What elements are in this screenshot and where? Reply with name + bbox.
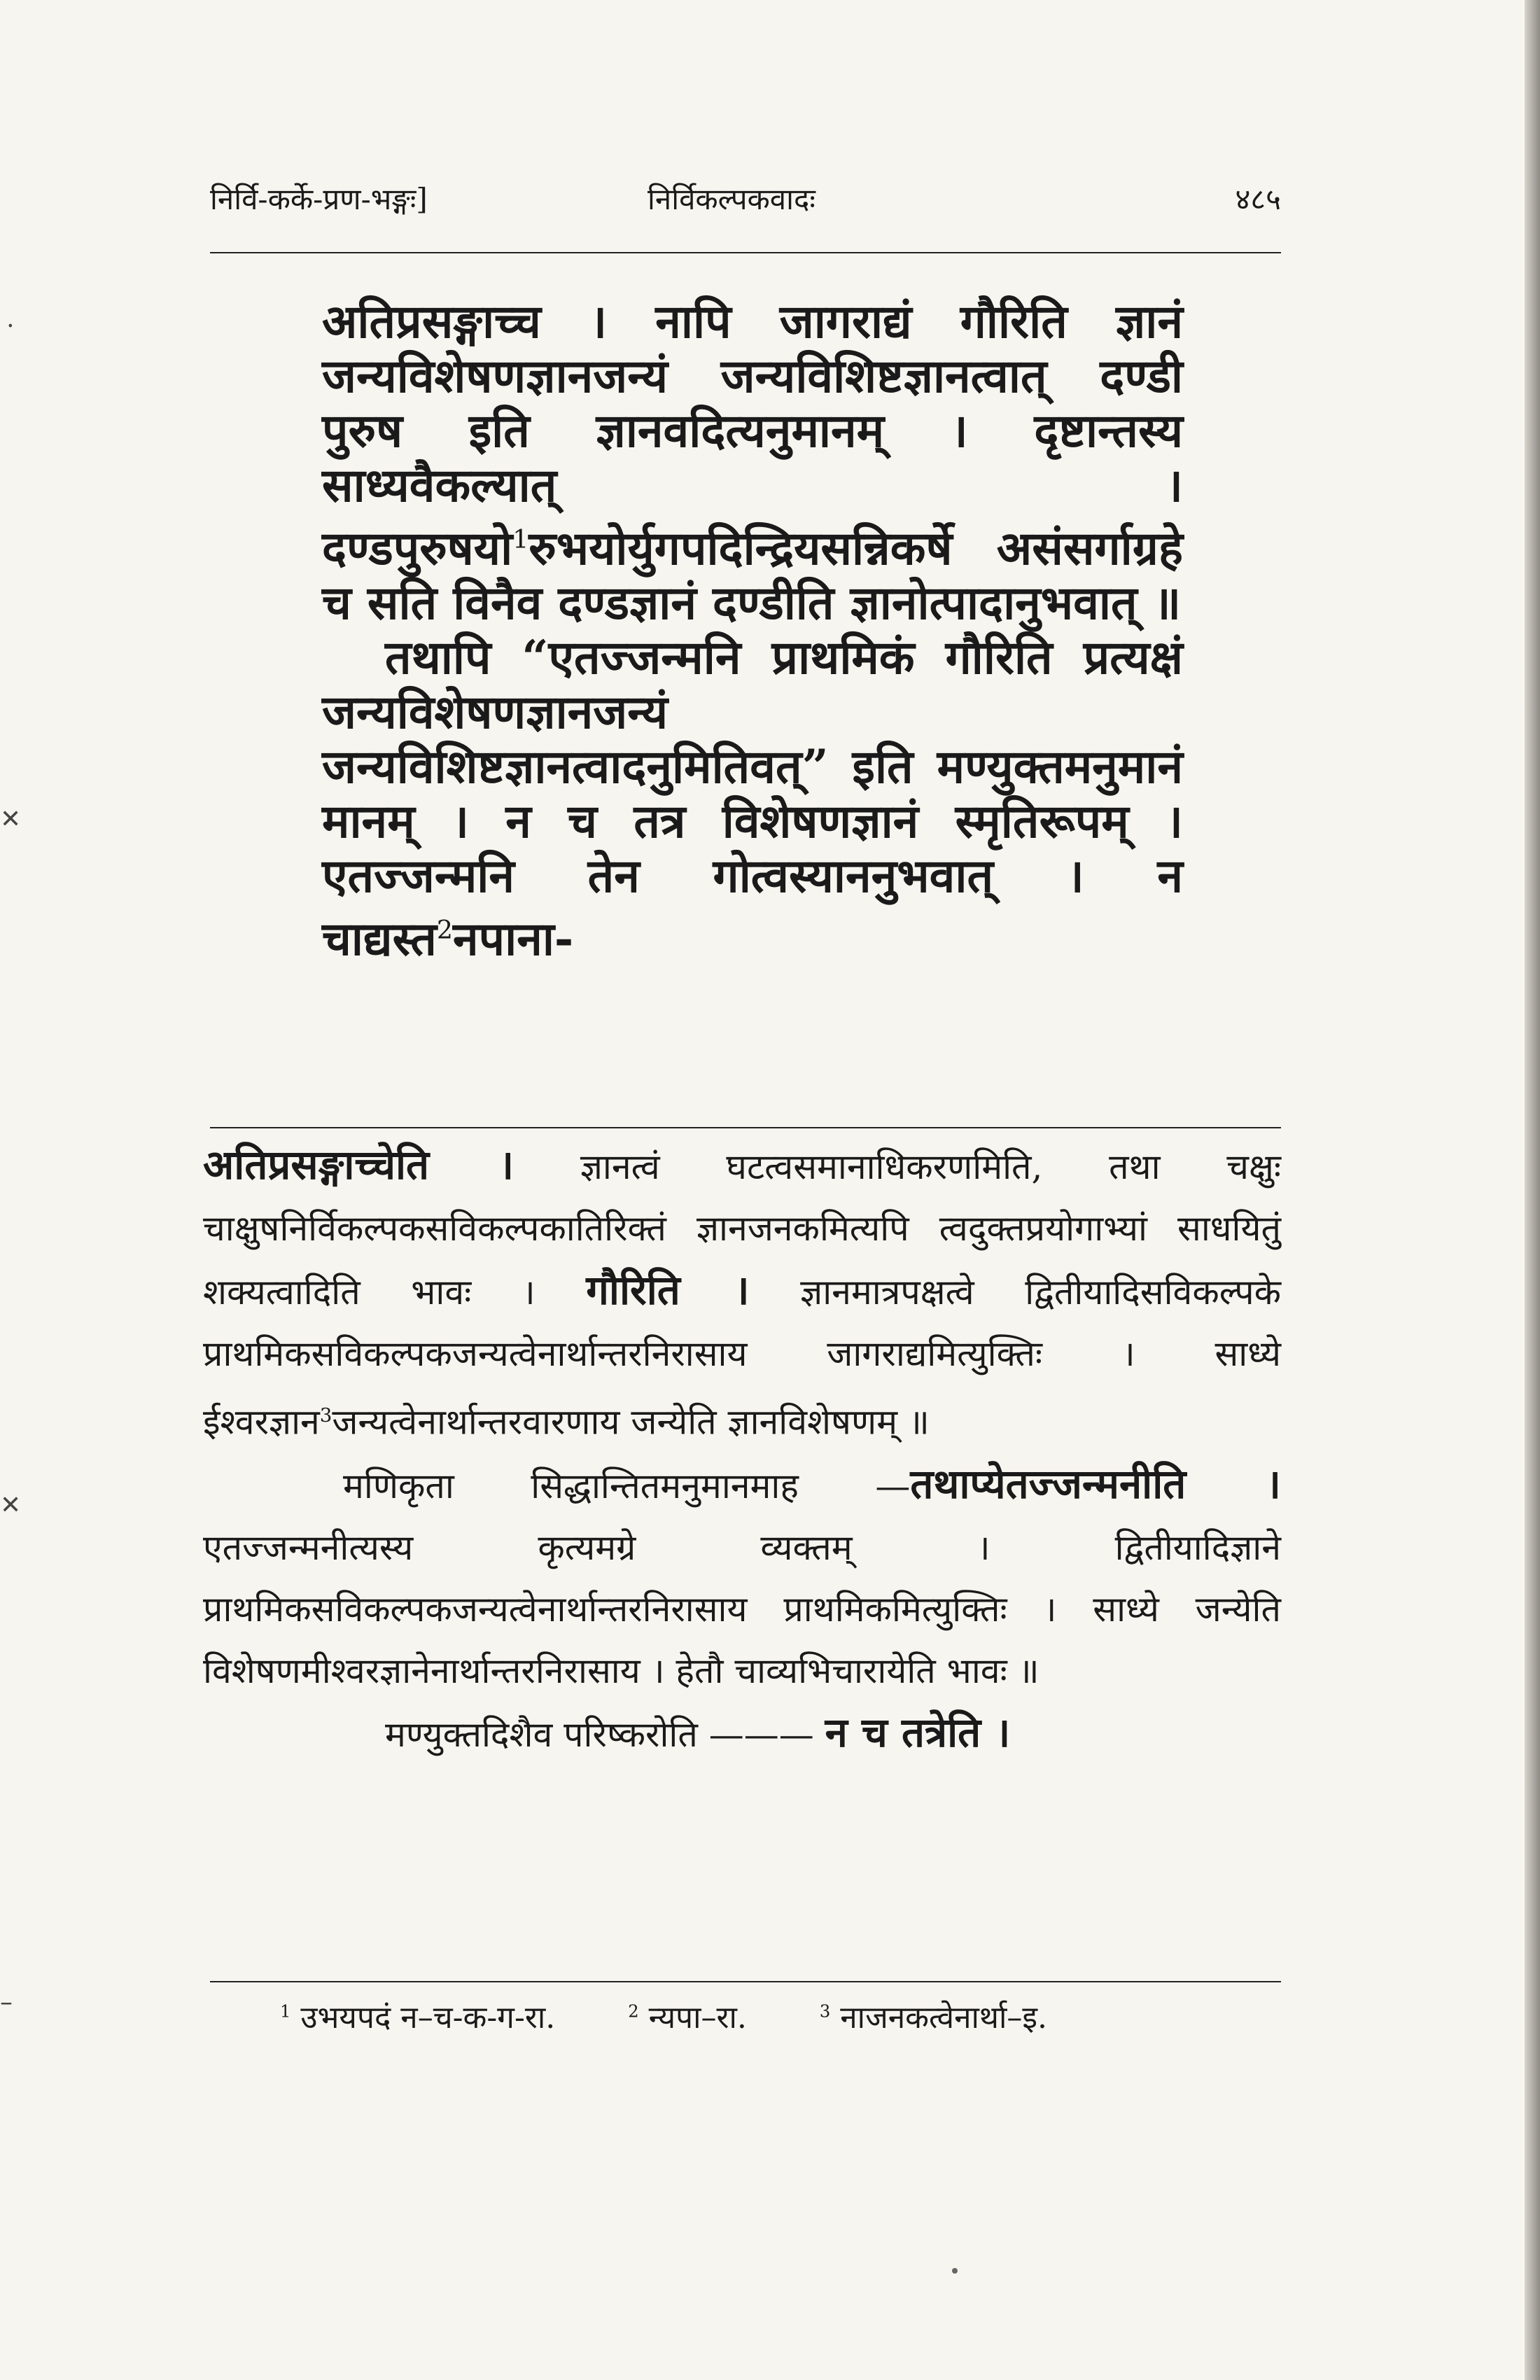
footnote-ref-3: 3 [319, 1404, 332, 1427]
running-head-title: निर्विकल्पकवादः [648, 182, 816, 216]
page-edge-shadow [1525, 0, 1540, 2380]
footnote-ref-2: 2 [436, 915, 453, 945]
footnote-2: $^2$ न्यपा–रा. [628, 2000, 747, 2036]
footnote-1: $^1$ उभयपदं न–च-क-ग-रा. [280, 2000, 556, 2036]
lemma: गौरिति । [586, 1266, 750, 1314]
main-text [322, 294, 1183, 966]
running-head-section: निर्वि-कर्के-प्रण-भङ्गः] [210, 182, 428, 216]
lemma: न च तत्रेति । [825, 1708, 1011, 1756]
binding-tick-mark: ⸱ [7, 312, 14, 341]
running-head [210, 178, 1281, 220]
commentary-paragraph-2: मणिकृता सिद्धान्तितमनुमानमाह —तथाप्येतज्जन्मनीति । एतज्जन्मनीत्यस्य कृत्यमग्रे व्यक्तम् । द्वितीयादिज्ञाने प्राथमिकसविकल्पकजन्यत्वेनार्थान्तरनिरासाय प्राथमिकमित्युक्तिः । साध्ये जन्येति विशेषणमीश्वरज्ञानेनार्थान्तरनिरासाय । हेतौ चाव्यभिचारायेति भावः ॥ [203, 1460, 1281, 1691]
main-paragraph-1: अतिप्रसङ्गाच्च । नापि जागराद्यं गौरिति ज्ञानं जन्यविशेषणज्ञानजन्यं जन्यविशिष्टज्ञानत्वात् दण्डी पुरुष इति ज्ञानवदित्यनुमानम् । दृष्टान्तस्य साध्यवैकल्यात् । दण्डपुरुषयो$^1$रुभयोर्युगपदिन्द्रियसन्निकर्षे असंसर्गाग्रहे च सति विनैव दण्डज्ञानं दण्डीति ज्ञानोत्पादानुभवात् ॥ [322, 294, 1183, 630]
binding-hole-icon: ✕ [0, 805, 22, 834]
header-rule [210, 252, 1281, 253]
footnote-ref-1: 1 [512, 524, 529, 554]
lemma: अतिप्रसङ्गाच्चेति । [203, 1141, 514, 1189]
binding-hole-icon: ✕ [0, 1491, 22, 1520]
commentary-paragraph-3: मण्युक्तदिशैव परिष्करोति ——— न च तत्रेति । [385, 1708, 1011, 1756]
lemma: तथाप्येतज्जन्मनीति । [910, 1460, 1281, 1508]
commentary [203, 1134, 1281, 1765]
commentary-paragraph-1: अतिप्रसङ्गाच्चेति । ज्ञानत्वं घटत्वसमानाधिकरणमिति, तथा चक्षुः चाक्षुषनिर्विकल्पकसविकल्पकातिरिक्तं ज्ञानजनकमित्यपि त्वदुक्तप्रयोगाभ्यां साधयितुं शक्यत्वादिति भावः । गौरिति । ज्ञानमात्रपक्षत्वे द्वितीयादिसविकल्पके प्राथमिकसविकल्पकजन्यत्वेनार्थान्तरनिरासाय जागराद्यमित्युक्तिः । साध्ये ईश्वरज्ञान$^3$जन्यत्वेनार्थान्तरवारणाय जन्येति ज्ञानविशेषणम् ॥ [203, 1141, 1282, 1443]
commentary-rule [210, 1127, 1281, 1128]
binding-tick-mark: – [0, 1988, 13, 2017]
speck-mark [952, 2268, 958, 2274]
page-number: ४८५ [1235, 182, 1281, 216]
footnotes [280, 1995, 1281, 2037]
footnote-rule [210, 1981, 1281, 1982]
main-paragraph-2: तथापि “एतज्जन्मनि प्राथमिकं गौरिति प्रत्यक्षं जन्यविशेषणज्ञानजन्यं जन्यविशिष्टज्ञानत्वादनुमितिवत्” इति मण्युक्तमनुमानं मानम् । न च तत्र विशेषणज्ञानं स्मृतिरूपम् । एतज्जन्मनि तेन गोत्वस्याननुभवात् । न चाद्यस्त$^2$नपाना- [322, 630, 1183, 966]
footnote-3: $^3$ नाजनकत्वेनार्था–इ. [819, 2000, 1047, 2036]
